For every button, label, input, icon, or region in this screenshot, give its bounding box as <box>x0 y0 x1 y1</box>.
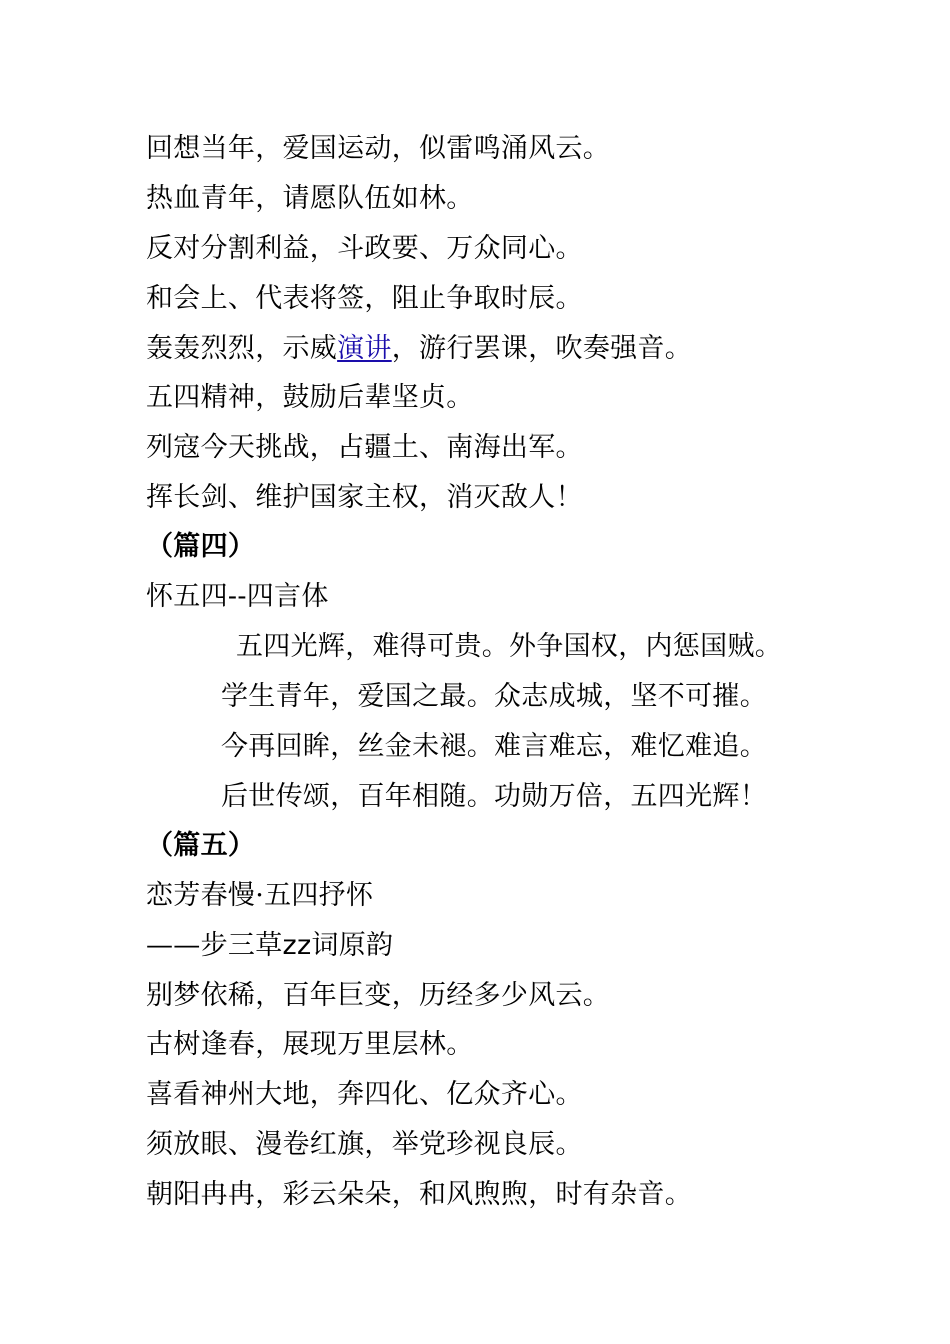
poem-line: 喜看神州大地，奔四化、亿众齐心。 <box>146 1079 583 1110</box>
poem-subtitle <box>146 928 393 964</box>
poem-line: 五四光辉，难得可贵。外争国权，内惩国贼。 <box>236 631 782 662</box>
poem-line: 回想当年，爱国运动，似雷鸣涌风云。 <box>146 133 611 164</box>
poem-line: 热血青年，请愿队伍如林。 <box>146 183 474 214</box>
subtitle-prefix: ——步三草 <box>146 930 283 961</box>
poem-line: 学生青年，爱国之最。众志成城，坚不可摧。 <box>221 681 767 712</box>
poem-line: 反对分割利益，斗政要、万众同心。 <box>146 233 583 264</box>
poem-line-with-link <box>146 331 692 367</box>
subtitle-suffix: 词原韵 <box>311 930 394 961</box>
poem-line: 五四精神，鼓励后辈坚贞。 <box>146 382 474 413</box>
poem-line: 今再回眸，丝金未褪。难言难忘，难忆难追。 <box>221 731 767 762</box>
poem-text: 轰轰烈烈，示威 <box>146 333 338 364</box>
poem-text: ，游行罢课，吹奏强音。 <box>391 333 693 364</box>
poem-title: 怀五四--四言体 <box>146 581 329 612</box>
poem-line: 挥长剑、维护国家主权，消灭敌人！ <box>146 482 583 513</box>
poem-line: 别梦依稀，百年巨变，历经多少风云。 <box>146 980 611 1011</box>
poem-title: 恋芳春慢·五四抒怀 <box>146 880 374 911</box>
poem-line: 古树逢春，展现万里层林。 <box>146 1029 474 1060</box>
poem-line: 和会上、代表将签，阻止争取时辰。 <box>146 283 583 314</box>
poem-line: 列寇今天挑战，占疆土、南海出军。 <box>146 432 583 463</box>
subtitle-latin: zz <box>282 930 312 961</box>
section-heading: （篇四） <box>146 531 256 562</box>
poem-line: 朝阳冉冉，彩云朵朵，和风煦煦，时有杂音。 <box>146 1179 692 1210</box>
poem-line: 须放眼、漫卷红旗，举党珍视良辰。 <box>146 1129 583 1160</box>
section-heading: （篇五） <box>146 830 256 861</box>
speech-link[interactable]: 演讲 <box>337 333 392 364</box>
poem-line: 后世传颂，百年相随。功勋万倍，五四光辉！ <box>221 781 767 812</box>
